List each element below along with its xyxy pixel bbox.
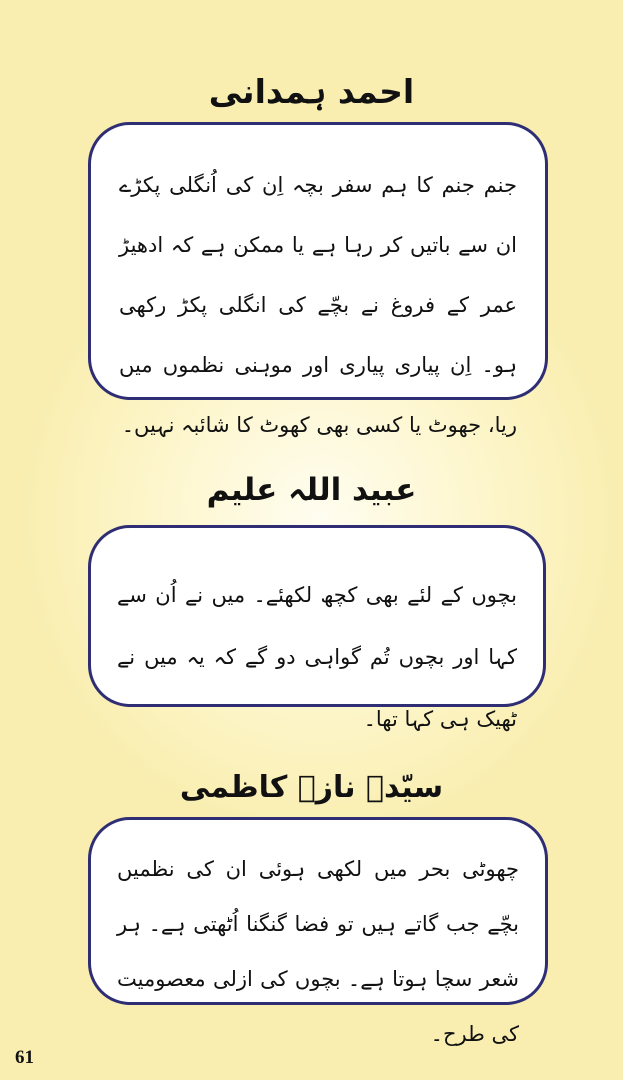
quote-card-1	[88, 122, 548, 437]
author-heading-1: احمد ہمدانی	[208, 72, 415, 111]
quote-text-3: چھوٹی بحر میں لکھی ہوئی ان کی نظمیں بچّے جب گاتے ہیں تو فضا گنگنا اُٹھتی ہے۔ ہر شعر سچا ہوتا ہے۔ بچوں کی ازلی معصومیت کی طرح۔	[117, 857, 519, 1046]
quote-card-2	[88, 525, 546, 731]
author-heading-2: عبید اللہ علیم	[206, 472, 417, 508]
quote-text-1: جنم جنم کا ہم سفر بچہ اِن کی اُنگلی پکڑے ان سے باتیں کر رہا ہے یا ممکن ہے کہ ادھیڑ عمر کے فروغ نے بچّے کی انگلی پکڑ رکھی ہو۔ اِن پیاری پیاری اور موہنی نظموں میں ریا، جھوٹ یا کسی بھی کھوٹ کا شائبہ نہیں۔	[119, 173, 517, 437]
quote-text-2: بچوں کے لئے بھی کچھ لکھئے۔ میں نے اُن سے کہا اور بچوں تُم گواہی دو گے کہ یہ میں نے ٹھیک ہی کہا تھا۔	[117, 583, 517, 731]
page-number: 61	[15, 1047, 34, 1068]
quote-card-3	[88, 817, 548, 1046]
author-heading-3: سیّدہ نازؔ کاظمی	[179, 770, 444, 805]
